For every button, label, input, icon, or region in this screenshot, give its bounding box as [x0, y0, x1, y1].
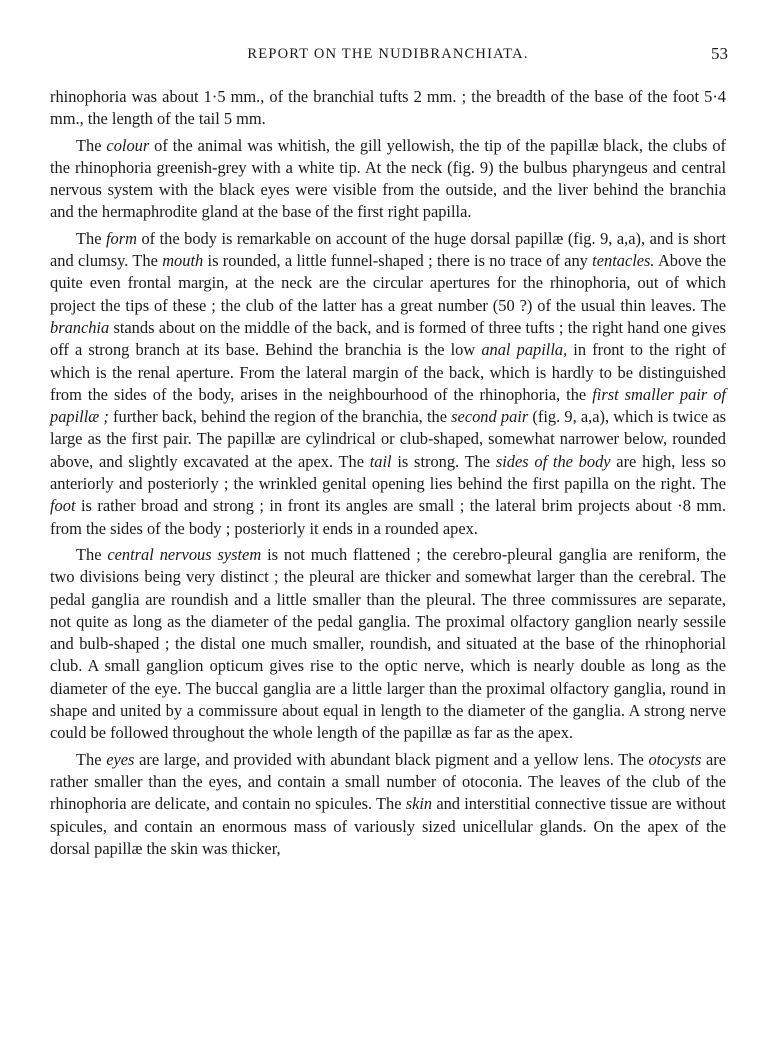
- text-run: is rather broad and strong ; in front its angles are small ; the lateral brim projects about ·8 mm. from the sides of the body ; posteriorly it ends in a rounded apex.: [50, 496, 726, 538]
- text-run: The: [76, 749, 107, 769]
- italic-term: otocysts: [648, 749, 702, 769]
- italic-term: sides of the body: [495, 451, 611, 471]
- italic-term: form: [106, 228, 137, 248]
- text-run: stands about on the middle of the back, and is formed of three tufts ; the right hand one gives off a strong branch at its base. Behind the branchia is the low: [50, 317, 726, 360]
- text-run: in front to the right of which is the renal aperture. From the lateral margin of the back, which is hardly to be distinguished from the sides of the body, arises in the neighbourhood of the rhinophoria, the: [50, 340, 726, 404]
- running-title: REPORT ON THE NUDIBRANCHIATA.: [247, 46, 529, 62]
- body-text: [50, 86, 726, 864]
- text-run: (fig. 9, a,a), which is twice as large as the first pair. The papillæ are cylindrical or club-shaped, somewhat narrower below, rounded above, and slightly excavated at the apex. The: [50, 407, 726, 471]
- text-run: of the animal was whitish, the gill yellowish, the tip of the papillæ black, the clubs of the rhinophoria greenish-grey with a white tip. At the neck (fig. 9) the bulbus pharyngeus and central nervous system with the black eyes were visible from the outside, and the liver behind the branchia and the hermaphrodite gland at the base of the first right papilla.: [50, 135, 726, 222]
- italic-term: anal papilla,: [481, 340, 568, 360]
- paragraph: [50, 135, 726, 224]
- italic-term: first smaller pair of papillæ ;: [50, 384, 726, 427]
- paragraph: [50, 544, 726, 745]
- italic-term: colour: [106, 135, 150, 155]
- text-run: and interstitial connective tissue are without spicules, and contain an enormous mass of variously sized unicellular glands. On the apex of the dorsal papillæ the skin was thicker,: [50, 794, 726, 858]
- text-run: are rather smaller than the eyes, and contain a small number of otoconia. The leaves of the club of the rhinophoria are delicate, and contain no spicules. The: [50, 749, 726, 814]
- text-run: The: [76, 228, 106, 248]
- text-run: further back, behind the region of the branchia, the: [108, 407, 452, 427]
- text-run: are high, less so anteriorly and posteriorly ; the wrinkled genital opening lies behind the first papilla on the right. The: [50, 451, 726, 494]
- text-run: is rounded, a little funnel-shaped ; there is no trace of any: [203, 251, 593, 271]
- text-run: The: [76, 135, 107, 155]
- italic-term: branchia: [50, 317, 110, 337]
- italic-term: eyes: [106, 749, 135, 769]
- italic-term: foot: [50, 496, 76, 516]
- italic-term: skin: [405, 794, 433, 814]
- text-run: Above the quite even frontal margin, at the neck are the circular apertures for the rhinophoria, out of which project the tips of these ; the club of the latter has a great number (50 ?) of the usual thin leaves. The: [50, 251, 727, 315]
- italic-term: tail: [369, 451, 392, 471]
- italic-term: second pair: [451, 407, 529, 427]
- italic-term: tentacles.: [592, 251, 655, 271]
- text-run: of the body is remarkable on account of the huge dorsal papillæ (fig. 9, a,a), and is short and clumsy. The: [50, 228, 726, 271]
- paragraph: [50, 86, 726, 131]
- page-number: 53: [711, 44, 728, 63]
- text-run: is strong. The: [391, 451, 496, 471]
- page-header: [48, 44, 728, 70]
- paragraph: [50, 228, 726, 540]
- text-run: The: [76, 544, 108, 564]
- text-run: is not much flattened ; the cerebro-pleural ganglia are reniform, the two divisions being very distinct ; the pleural are thicker and somewhat larger than the cerebral. The pedal ganglia are roundish and a little smaller than the pleural. The three commissures are separate, not quite as long as the diameter of the pedal ganglia. The proximal olfactory ganglion nearly sessile and bulb-shaped ; the distal one much smaller, roundish, and situated at the base of the rhinophorial club. A small ganglion opticum gives rise to the optic nerve, which is nearly double as long as the diameter of the eye. The buccal ganglia are a little larger than the proximal olfactory ganglia, round in shape and united by a commissure about equal in length to the diameter of the ganglia. A strong nerve could be followed throughout the whole length of the papillæ as far as the apex.: [50, 544, 726, 743]
- text-run: rhinophoria was about 1·5 mm., of the branchial tufts 2 mm. ; the breadth of the base of the foot 5·4 mm., the length of the tail 5 mm.: [50, 87, 726, 129]
- italic-term: central nervous system: [107, 544, 262, 564]
- italic-term: mouth: [162, 251, 204, 271]
- text-run: are large, and provided with abundant black pigment and a yellow lens. The: [134, 749, 649, 769]
- paragraph: [50, 749, 726, 860]
